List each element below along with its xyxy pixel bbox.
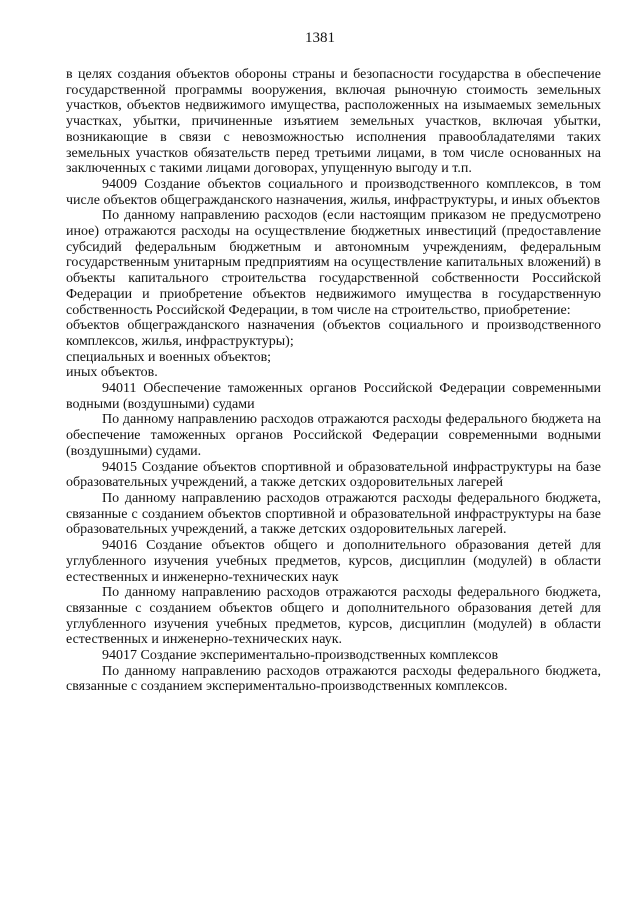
paragraph-94017-description: По данному направлению расходов отражаются расходы федерального бюджета, связанные с созданием экспериментально-производственных комплексов. <box>66 663 601 695</box>
heading-94009: 94009 Создание объектов социального и производственного комплексов, в том числе объектов общегражданского назначения, жилья, инфраструктуры, и иных объектов <box>66 176 601 208</box>
heading-94017: 94017 Создание экспериментально-производственных комплексов <box>102 648 499 664</box>
heading-94015: 94015 Создание объектов спортивной и образовательной инфраструктуры на базе образовательных учреждений, а также детских оздоровительных лагерей <box>66 459 601 491</box>
paragraph-94015-description: По данному направлению расходов отражаются расходы федерального бюджета, связанные с созданием объектов спортивной и образовательной инфраструктуры на базе образовательных учреждений, а также детских оздоровительных лагерей. <box>66 490 601 538</box>
paragraph-94016-description: По данному направлению расходов отражаются расходы федерального бюджета, связанные с созданием объектов общего и дополнительного образования детей для углубленного изучения учебных предметов, курсов, дисциплин (модулей) в области естественных и инженерно-технических наук. <box>66 585 601 648</box>
paragraph-land-expenses: в целях создания объектов обороны страны и безопасности государства в обеспечение государственной программы вооружения, включая рыночную стоимость земельных участков, объектов недвижимого имущества, расположенных на изымаемых земельных участках, убытки, причиненные изъятием земельных участков, включая убытки, возникающие в связи с невозможностью исполнения правообладателями таких земельных участков обязательств перед третьими лицами, в том числе основанных на заключенных с такими лицами договорах, упущенную выгоду и т.п. <box>66 67 601 177</box>
paragraph-94011-description: По данному направлению расходов отражаются расходы федерального бюджета на обеспечение таможенных органов Российской Федерации современными водными (воздушными) судами. <box>66 412 601 459</box>
list-item-military-objects: специальных и военных объектов; <box>66 349 272 365</box>
page-number: 1381 <box>305 30 335 46</box>
list-item-civil-objects: объектов общегражданского назначения (объектов социального и производственного комплексов, жилья, инфраструктуры); <box>66 318 601 349</box>
heading-94016: 94016 Создание объектов общего и дополнительного образования детей для углубленного изучения учебных предметов, курсов, дисциплин (модулей) в области естественных и инженерно-технических наук <box>66 538 601 585</box>
list-item-other-objects: иных объектов. <box>66 365 158 381</box>
heading-94011: 94011 Обеспечение таможенных органов Российской Федерации современными водными (воздушными) судами <box>66 381 601 412</box>
document-body <box>66 67 601 695</box>
paragraph-94009-description: По данному направлению расходов (если настоящим приказом не предусмотрено иное) отражаются расходы на осуществление бюджетных инвестиций (предоставление субсидий федеральным бюджетным и автономным учреждениям, федеральным государственным унитарным предприятиям на осуществление капитальных вложений) в объекты капитального строительства государственной собственности Российской Федерации и приобретение объектов недвижимого имущества в государственную собственность Российской Федерации, в том числе на строительство, приобретение: <box>66 208 601 318</box>
